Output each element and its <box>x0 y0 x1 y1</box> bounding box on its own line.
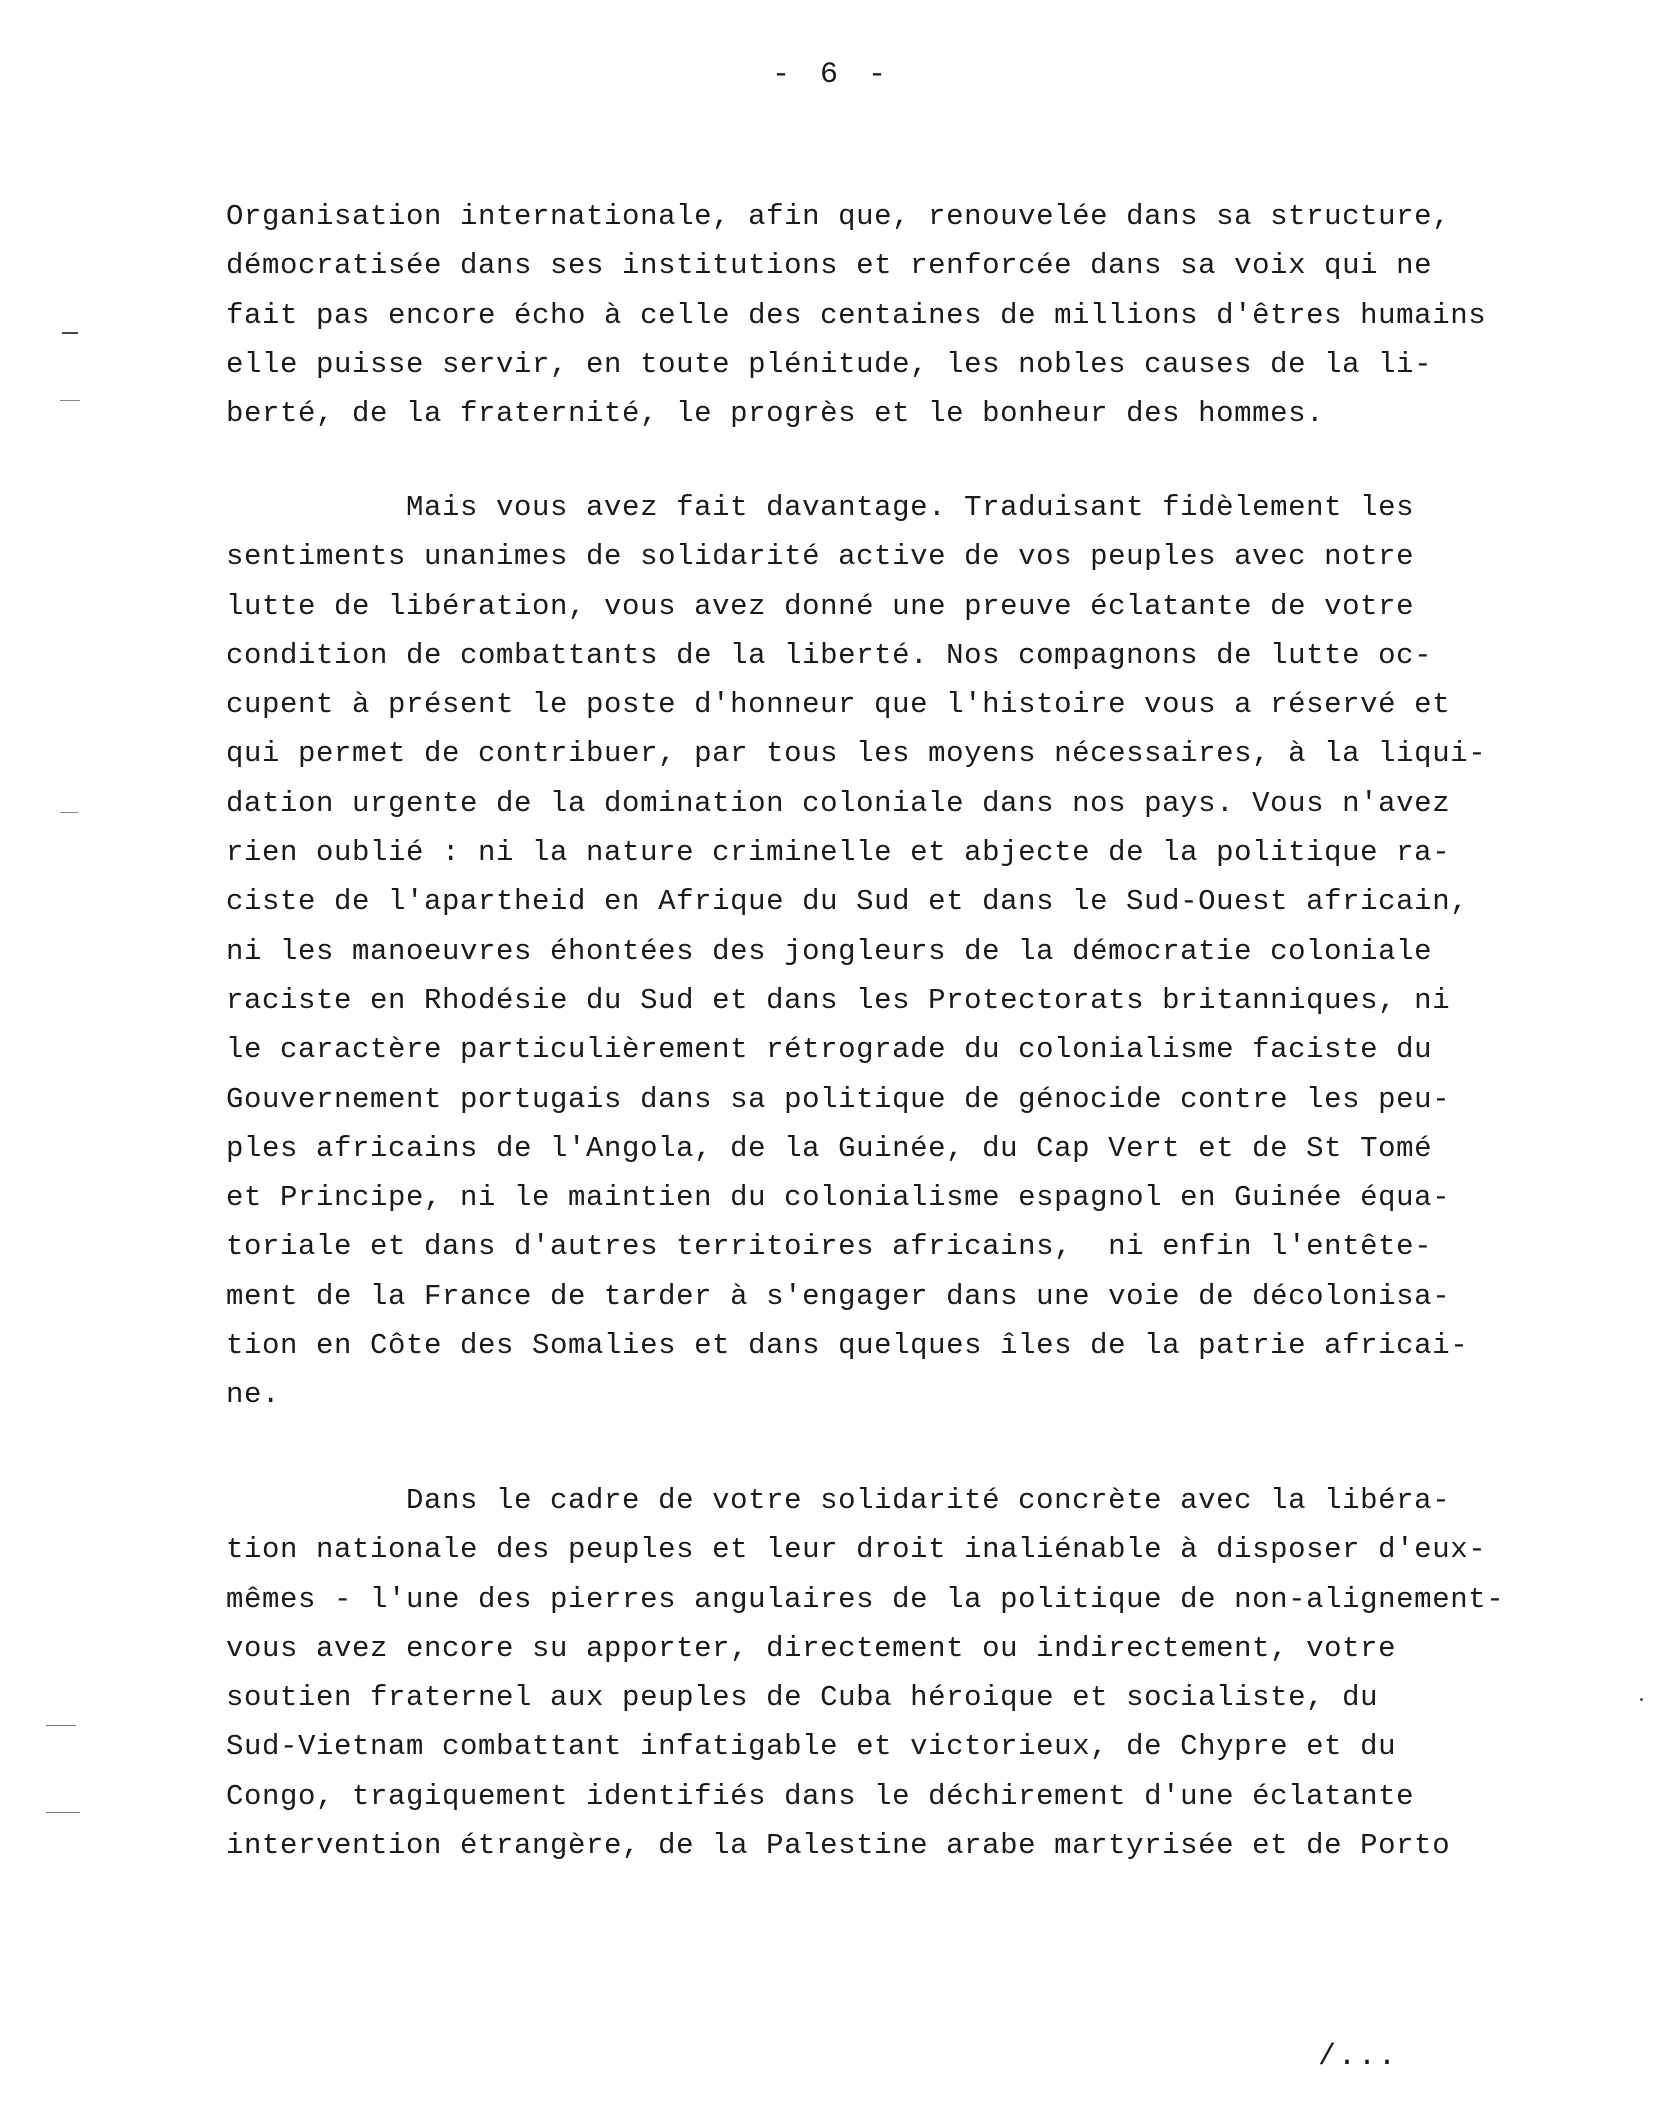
text-line: tion en Côte des Somalies et dans quelques îles de la patrie africai- <box>226 1329 1469 1363</box>
text-line: qui permet de contribuer, par tous les moyens nécessaires, à la liqui- <box>226 737 1487 771</box>
margin-mark <box>62 332 78 334</box>
text-line: intervention étrangère, de la Palestine arabe martyrisée et de Porto <box>226 1829 1451 1863</box>
text-line: Mais vous avez fait davantage. Traduisant fidèlement les <box>226 491 1415 524</box>
margin-mark <box>46 1725 76 1726</box>
text-line: ciste de l'apartheid en Afrique du Sud et dans le Sud-Ouest africain, <box>226 885 1469 919</box>
text-line: ni les manoeuvres éhontées des jongleurs de la démocratie coloniale <box>226 934 1433 968</box>
paragraph-3 <box>226 1476 1606 1870</box>
text-line: et Principe, ni le maintien du colonialisme espagnol en Guinée équa- <box>226 1181 1451 1215</box>
paragraph-1 <box>226 192 1606 438</box>
text-line: elle puisse servir, en toute plénitude, les nobles causes de la li- <box>226 347 1433 381</box>
text-line: ment de la France de tarder à s'engager dans une voie de décolonisa- <box>226 1279 1451 1313</box>
text-line: Dans le cadre de votre solidarité concrète avec la libéra- <box>226 1484 1451 1517</box>
text-line: condition de combattants de la liberté. Nos compagnons de lutte oc- <box>226 638 1433 672</box>
text-line: sentiments unanimes de solidarité active de vos peuples avec notre <box>226 540 1415 574</box>
text-line: Congo, tragiquement identifiés dans le déchirement d'une éclatante <box>226 1779 1415 1813</box>
text-line: vous avez encore su apporter, directement ou indirectement, votre <box>226 1631 1397 1665</box>
margin-mark <box>60 812 78 813</box>
text-line: Sud-Vietnam combattant infatigable et victorieux, de Chypre et du <box>226 1730 1397 1764</box>
text-line: Gouvernement portugais dans sa politique de génocide contre les peu- <box>226 1082 1451 1116</box>
text-line: rien oublié : ni la nature criminelle et abjecte de la politique ra- <box>226 836 1451 870</box>
text-line: Organisation internationale, afin que, renouvelée dans sa structure, <box>226 200 1451 233</box>
margin-mark <box>60 400 80 401</box>
text-line: mêmes - l'une des pierres angulaires de la politique de non-alignement- <box>226 1582 1505 1616</box>
text-line: tion nationale des peuples et leur droit inaliénable à disposer d'eux- <box>226 1533 1487 1567</box>
text-line: lutte de libération, vous avez donné une preuve éclatante de votre <box>226 589 1415 623</box>
paragraph-2 <box>226 483 1606 1420</box>
text-line: démocratisée dans ses institutions et renforcée dans sa voix qui ne <box>226 249 1433 283</box>
text-line: ples africains de l'Angola, de la Guinée, du Cap Vert et de St Tomé <box>226 1131 1433 1165</box>
scan-speck <box>1640 1698 1643 1701</box>
text-line: fait pas encore écho à celle des centaines de millions d'êtres humains <box>226 298 1487 332</box>
text-line: soutien fraternel aux peuples de Cuba héroique et socialiste, du <box>226 1681 1379 1715</box>
text-line: cupent à présent le poste d'honneur que l'histoire vous a réservé et <box>226 688 1451 722</box>
text-line: toriale et dans d'autres territoires africains, ni enfin l'entête- <box>226 1230 1433 1264</box>
text-line: le caractère particulièrement rétrograde du colonialisme faciste du <box>226 1033 1433 1067</box>
text-line: raciste en Rhodésie du Sud et dans les Protectorats britanniques, ni <box>226 983 1451 1017</box>
text-line: ne. <box>226 1378 281 1412</box>
text-line: berté, de la fraternité, le progrès et le bonheur des hommes. <box>226 397 1325 431</box>
page-number: - 6 - <box>771 58 892 92</box>
text-line: dation urgente de la domination coloniale dans nos pays. Vous n'avez <box>226 786 1451 820</box>
margin-mark <box>46 1812 80 1813</box>
continuation-mark: /... <box>1318 2040 1399 2074</box>
